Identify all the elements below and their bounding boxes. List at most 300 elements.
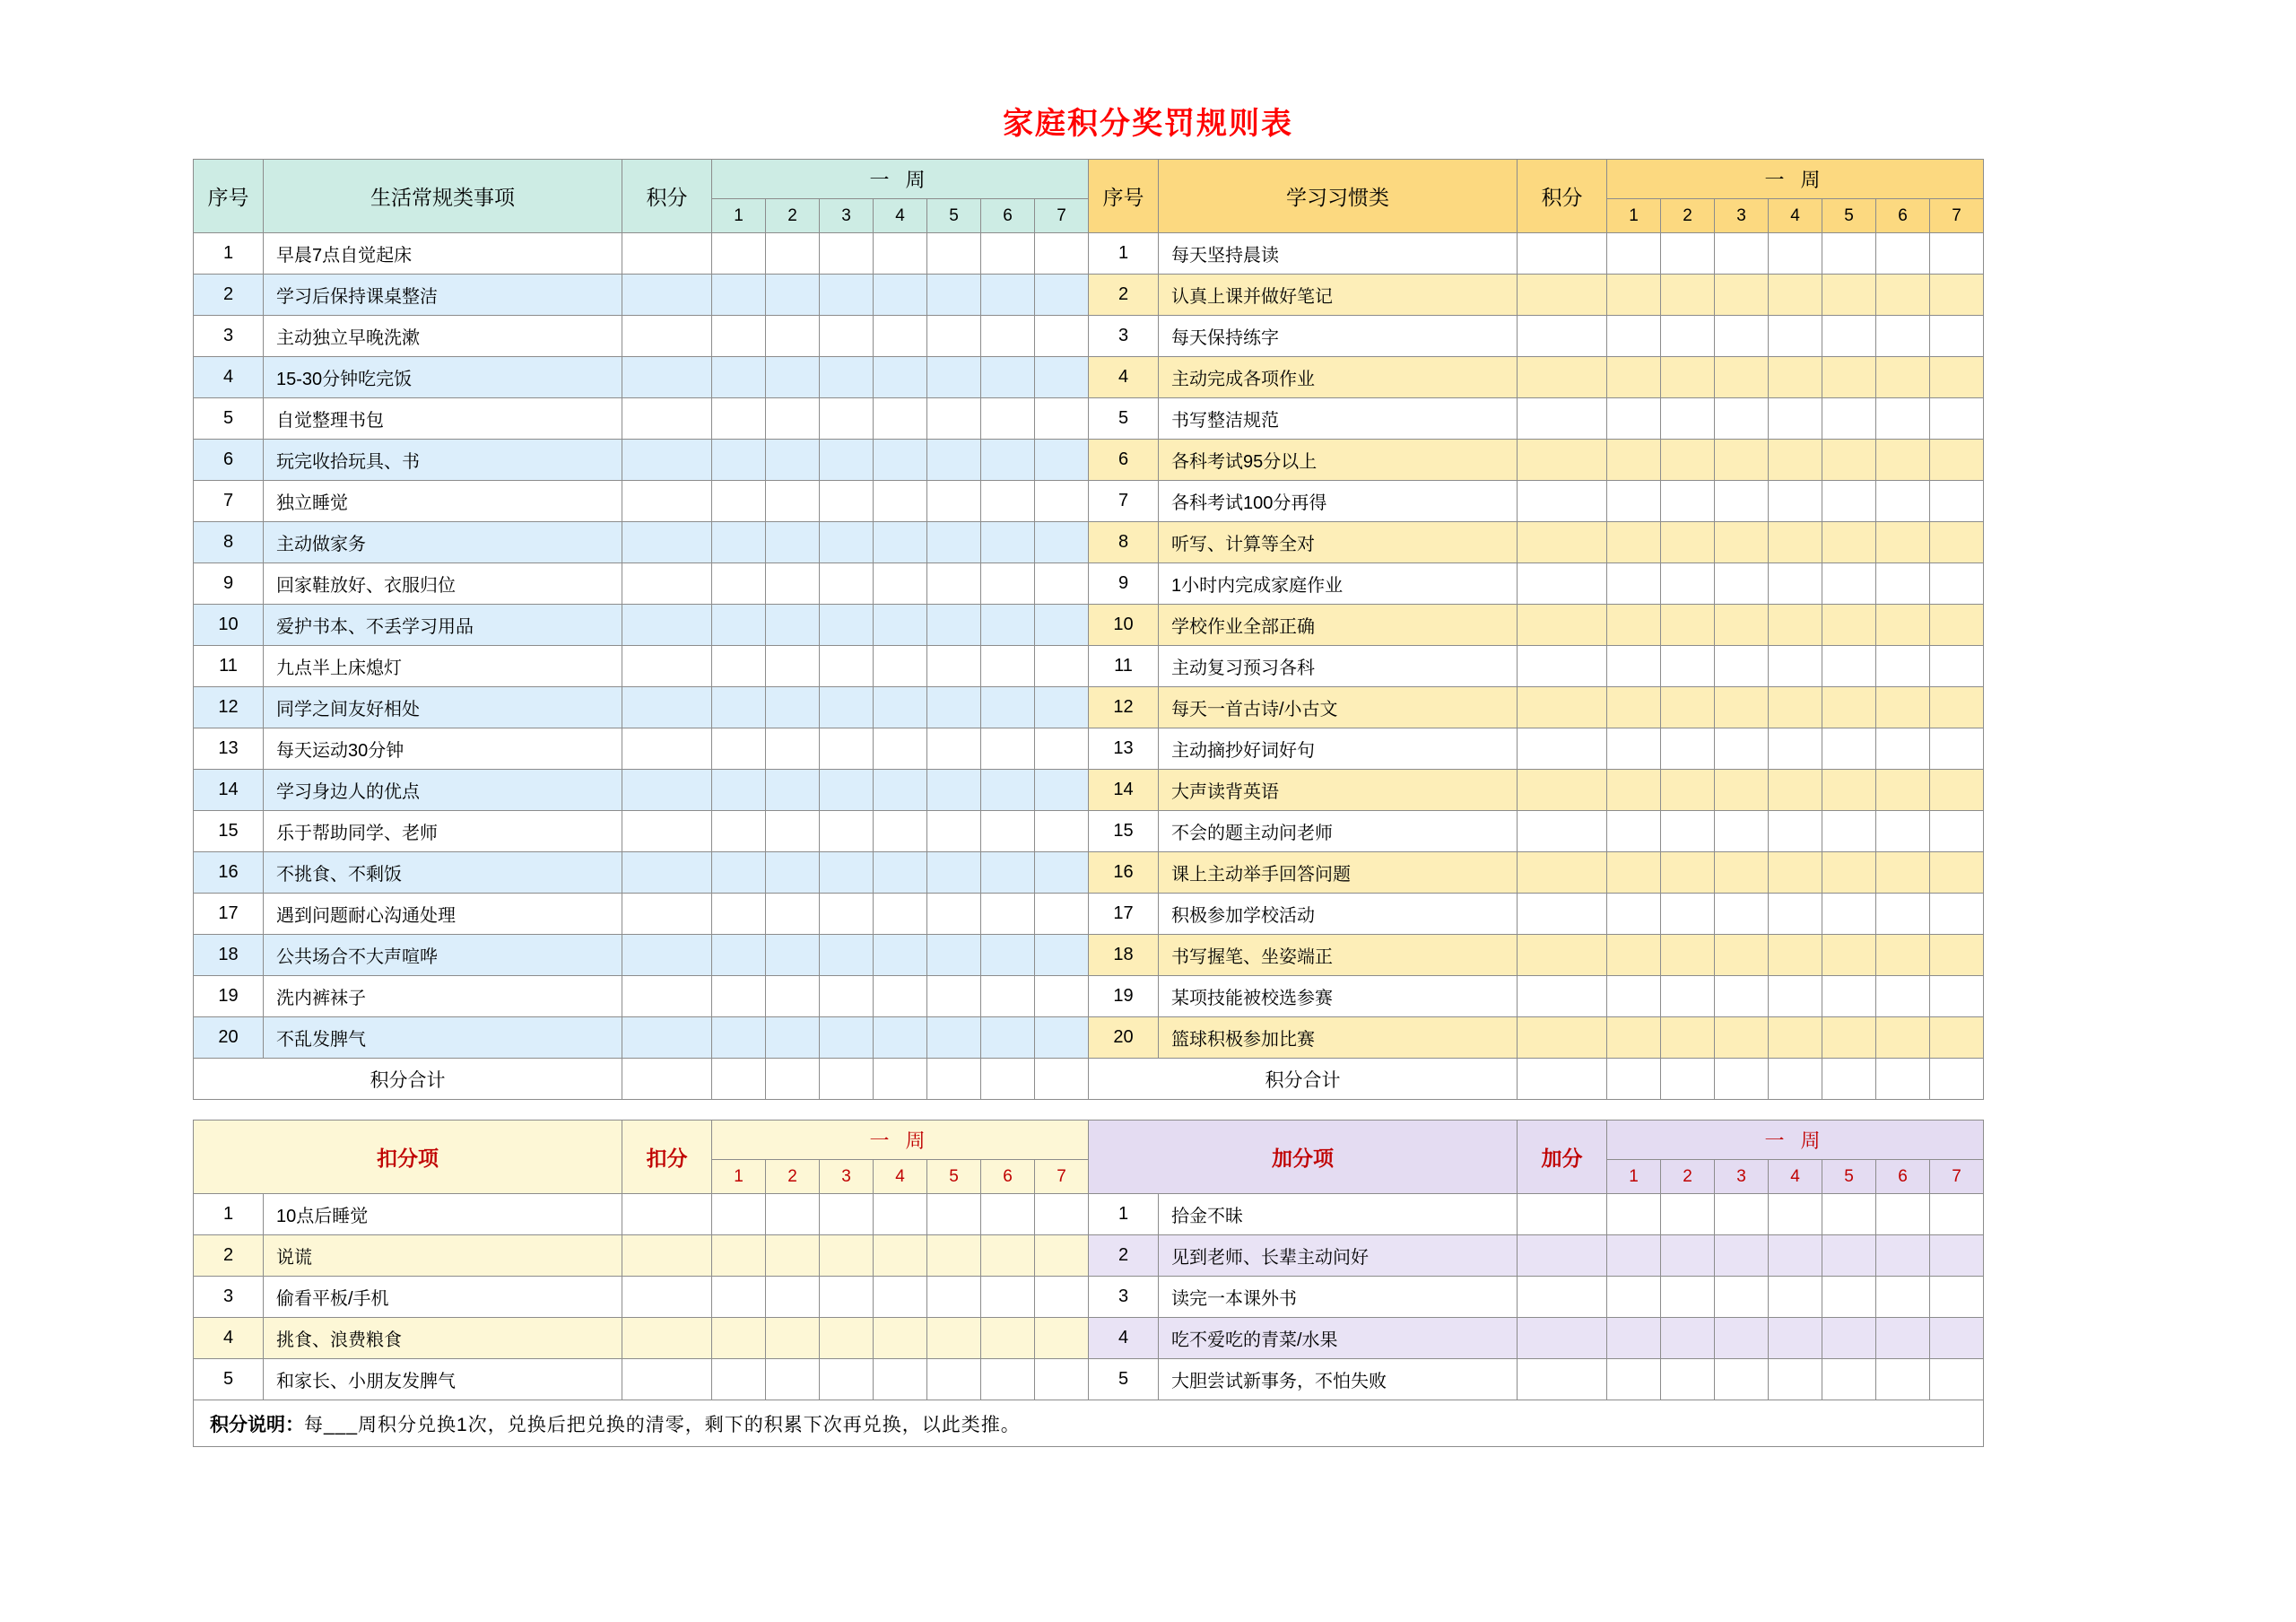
row-day-checkbox[interactable] xyxy=(1769,275,1822,316)
row-day-checkbox[interactable] xyxy=(820,894,874,935)
row-day-checkbox[interactable] xyxy=(1035,1277,1089,1318)
row-day-checkbox[interactable] xyxy=(820,728,874,770)
row-day-checkbox[interactable] xyxy=(766,233,820,275)
row-day-checkbox[interactable] xyxy=(1661,1318,1715,1359)
row-score-input[interactable] xyxy=(622,1318,712,1359)
row-day-checkbox[interactable] xyxy=(1715,852,1769,894)
row-day-checkbox[interactable] xyxy=(1876,935,1930,976)
row-day-checkbox[interactable] xyxy=(1661,1277,1715,1318)
row-day-checkbox[interactable] xyxy=(712,811,766,852)
row-day-checkbox[interactable] xyxy=(766,398,820,440)
row-day-checkbox[interactable] xyxy=(927,1359,981,1400)
row-day-checkbox[interactable] xyxy=(820,440,874,481)
row-day-checkbox[interactable] xyxy=(1607,894,1661,935)
row-day-checkbox[interactable] xyxy=(1822,1359,1876,1400)
row-day-checkbox[interactable] xyxy=(820,976,874,1017)
row-day-checkbox[interactable] xyxy=(1035,1318,1089,1359)
total-day-left[interactable] xyxy=(874,1059,927,1100)
row-day-checkbox[interactable] xyxy=(1930,275,1984,316)
row-day-checkbox[interactable] xyxy=(712,1235,766,1277)
row-day-checkbox[interactable] xyxy=(712,522,766,563)
row-day-checkbox[interactable] xyxy=(820,935,874,976)
row-day-checkbox[interactable] xyxy=(712,1318,766,1359)
row-day-checkbox[interactable] xyxy=(1769,398,1822,440)
row-day-checkbox[interactable] xyxy=(1607,852,1661,894)
row-day-checkbox[interactable] xyxy=(820,522,874,563)
row-day-checkbox[interactable] xyxy=(1661,852,1715,894)
row-day-checkbox[interactable] xyxy=(1661,398,1715,440)
row-day-checkbox[interactable] xyxy=(1930,316,1984,357)
row-score-input[interactable] xyxy=(1518,1318,1607,1359)
row-day-checkbox[interactable] xyxy=(1715,728,1769,770)
row-score-input[interactable] xyxy=(622,357,712,398)
total-day-left[interactable] xyxy=(1035,1059,1089,1100)
row-day-checkbox[interactable] xyxy=(712,563,766,605)
row-day-checkbox[interactable] xyxy=(874,275,927,316)
row-day-checkbox[interactable] xyxy=(1876,1359,1930,1400)
row-day-checkbox[interactable] xyxy=(1930,1359,1984,1400)
row-day-checkbox[interactable] xyxy=(1661,563,1715,605)
row-day-checkbox[interactable] xyxy=(1930,605,1984,646)
total-day-right[interactable] xyxy=(1607,1059,1661,1100)
row-day-checkbox[interactable] xyxy=(1715,1235,1769,1277)
row-day-checkbox[interactable] xyxy=(820,687,874,728)
row-day-checkbox[interactable] xyxy=(1930,935,1984,976)
total-score-left[interactable] xyxy=(622,1059,712,1100)
row-day-checkbox[interactable] xyxy=(712,1359,766,1400)
row-day-checkbox[interactable] xyxy=(1876,894,1930,935)
row-score-input[interactable] xyxy=(622,1017,712,1059)
row-day-checkbox[interactable] xyxy=(927,275,981,316)
row-day-checkbox[interactable] xyxy=(1715,563,1769,605)
row-score-input[interactable] xyxy=(1518,976,1607,1017)
row-day-checkbox[interactable] xyxy=(1035,811,1089,852)
row-day-checkbox[interactable] xyxy=(874,316,927,357)
row-day-checkbox[interactable] xyxy=(927,398,981,440)
row-day-checkbox[interactable] xyxy=(1930,728,1984,770)
row-day-checkbox[interactable] xyxy=(712,894,766,935)
row-day-checkbox[interactable] xyxy=(1876,1277,1930,1318)
row-day-checkbox[interactable] xyxy=(981,316,1035,357)
row-day-checkbox[interactable] xyxy=(1607,357,1661,398)
row-day-checkbox[interactable] xyxy=(981,1359,1035,1400)
total-day-right[interactable] xyxy=(1876,1059,1930,1100)
row-day-checkbox[interactable] xyxy=(766,440,820,481)
row-day-checkbox[interactable] xyxy=(1607,440,1661,481)
row-day-checkbox[interactable] xyxy=(1822,728,1876,770)
row-day-checkbox[interactable] xyxy=(1930,1318,1984,1359)
row-day-checkbox[interactable] xyxy=(820,275,874,316)
row-day-checkbox[interactable] xyxy=(1035,481,1089,522)
row-day-checkbox[interactable] xyxy=(1607,275,1661,316)
row-day-checkbox[interactable] xyxy=(1876,976,1930,1017)
row-day-checkbox[interactable] xyxy=(1035,770,1089,811)
row-day-checkbox[interactable] xyxy=(1661,357,1715,398)
row-day-checkbox[interactable] xyxy=(874,522,927,563)
row-day-checkbox[interactable] xyxy=(1769,522,1822,563)
row-day-checkbox[interactable] xyxy=(712,316,766,357)
row-day-checkbox[interactable] xyxy=(712,440,766,481)
row-day-checkbox[interactable] xyxy=(981,1194,1035,1235)
row-day-checkbox[interactable] xyxy=(1930,976,1984,1017)
row-day-checkbox[interactable] xyxy=(1930,1017,1984,1059)
total-day-left[interactable] xyxy=(820,1059,874,1100)
row-day-checkbox[interactable] xyxy=(927,976,981,1017)
row-day-checkbox[interactable] xyxy=(1930,563,1984,605)
row-day-checkbox[interactable] xyxy=(1876,522,1930,563)
row-day-checkbox[interactable] xyxy=(1661,440,1715,481)
row-score-input[interactable] xyxy=(1518,233,1607,275)
row-day-checkbox[interactable] xyxy=(1822,481,1876,522)
row-day-checkbox[interactable] xyxy=(1035,440,1089,481)
row-day-checkbox[interactable] xyxy=(1715,894,1769,935)
row-score-input[interactable] xyxy=(622,894,712,935)
row-score-input[interactable] xyxy=(1518,357,1607,398)
row-day-checkbox[interactable] xyxy=(1876,1235,1930,1277)
row-day-checkbox[interactable] xyxy=(1661,646,1715,687)
row-day-checkbox[interactable] xyxy=(1035,894,1089,935)
row-day-checkbox[interactable] xyxy=(874,440,927,481)
row-day-checkbox[interactable] xyxy=(820,646,874,687)
row-day-checkbox[interactable] xyxy=(1930,894,1984,935)
row-score-input[interactable] xyxy=(1518,563,1607,605)
row-day-checkbox[interactable] xyxy=(766,1235,820,1277)
row-day-checkbox[interactable] xyxy=(1715,1017,1769,1059)
row-day-checkbox[interactable] xyxy=(820,1359,874,1400)
row-day-checkbox[interactable] xyxy=(1876,811,1930,852)
row-day-checkbox[interactable] xyxy=(1035,1194,1089,1235)
row-day-checkbox[interactable] xyxy=(874,605,927,646)
row-day-checkbox[interactable] xyxy=(820,1017,874,1059)
row-day-checkbox[interactable] xyxy=(1607,605,1661,646)
row-day-checkbox[interactable] xyxy=(820,233,874,275)
row-day-checkbox[interactable] xyxy=(927,605,981,646)
row-day-checkbox[interactable] xyxy=(1661,976,1715,1017)
row-day-checkbox[interactable] xyxy=(1035,233,1089,275)
row-day-checkbox[interactable] xyxy=(927,935,981,976)
row-score-input[interactable] xyxy=(622,687,712,728)
row-score-input[interactable] xyxy=(622,1277,712,1318)
row-day-checkbox[interactable] xyxy=(927,811,981,852)
row-day-checkbox[interactable] xyxy=(981,440,1035,481)
row-day-checkbox[interactable] xyxy=(1822,894,1876,935)
row-day-checkbox[interactable] xyxy=(981,481,1035,522)
row-day-checkbox[interactable] xyxy=(1769,563,1822,605)
row-day-checkbox[interactable] xyxy=(1769,1359,1822,1400)
row-score-input[interactable] xyxy=(1518,522,1607,563)
row-day-checkbox[interactable] xyxy=(927,440,981,481)
row-score-input[interactable] xyxy=(1518,1359,1607,1400)
row-day-checkbox[interactable] xyxy=(1769,233,1822,275)
row-score-input[interactable] xyxy=(1518,1235,1607,1277)
row-day-checkbox[interactable] xyxy=(1769,935,1822,976)
row-day-checkbox[interactable] xyxy=(927,1017,981,1059)
row-day-checkbox[interactable] xyxy=(820,563,874,605)
row-day-checkbox[interactable] xyxy=(712,233,766,275)
row-day-checkbox[interactable] xyxy=(981,1235,1035,1277)
row-day-checkbox[interactable] xyxy=(981,811,1035,852)
row-day-checkbox[interactable] xyxy=(1822,852,1876,894)
row-day-checkbox[interactable] xyxy=(820,398,874,440)
total-day-left[interactable] xyxy=(981,1059,1035,1100)
row-day-checkbox[interactable] xyxy=(1876,770,1930,811)
row-day-checkbox[interactable] xyxy=(712,646,766,687)
row-day-checkbox[interactable] xyxy=(1607,1318,1661,1359)
row-day-checkbox[interactable] xyxy=(1035,1235,1089,1277)
row-day-checkbox[interactable] xyxy=(927,1194,981,1235)
row-day-checkbox[interactable] xyxy=(927,357,981,398)
row-day-checkbox[interactable] xyxy=(1822,522,1876,563)
row-day-checkbox[interactable] xyxy=(1715,1277,1769,1318)
total-day-right[interactable] xyxy=(1769,1059,1822,1100)
row-day-checkbox[interactable] xyxy=(766,605,820,646)
row-day-checkbox[interactable] xyxy=(981,770,1035,811)
row-day-checkbox[interactable] xyxy=(820,481,874,522)
row-day-checkbox[interactable] xyxy=(874,1194,927,1235)
row-day-checkbox[interactable] xyxy=(927,687,981,728)
row-day-checkbox[interactable] xyxy=(1715,1318,1769,1359)
row-day-checkbox[interactable] xyxy=(1715,440,1769,481)
row-day-checkbox[interactable] xyxy=(1769,481,1822,522)
row-day-checkbox[interactable] xyxy=(1930,481,1984,522)
row-day-checkbox[interactable] xyxy=(1876,357,1930,398)
row-day-checkbox[interactable] xyxy=(712,976,766,1017)
row-day-checkbox[interactable] xyxy=(766,935,820,976)
row-day-checkbox[interactable] xyxy=(927,1235,981,1277)
row-score-input[interactable] xyxy=(1518,398,1607,440)
row-day-checkbox[interactable] xyxy=(1715,233,1769,275)
row-score-input[interactable] xyxy=(622,481,712,522)
row-day-checkbox[interactable] xyxy=(1661,1194,1715,1235)
row-day-checkbox[interactable] xyxy=(1661,894,1715,935)
row-day-checkbox[interactable] xyxy=(1715,1359,1769,1400)
row-day-checkbox[interactable] xyxy=(1035,687,1089,728)
row-day-checkbox[interactable] xyxy=(1769,687,1822,728)
row-day-checkbox[interactable] xyxy=(1876,398,1930,440)
row-day-checkbox[interactable] xyxy=(1876,687,1930,728)
row-day-checkbox[interactable] xyxy=(766,481,820,522)
row-score-input[interactable] xyxy=(1518,894,1607,935)
row-day-checkbox[interactable] xyxy=(1035,728,1089,770)
total-day-right[interactable] xyxy=(1661,1059,1715,1100)
row-day-checkbox[interactable] xyxy=(1822,687,1876,728)
row-day-checkbox[interactable] xyxy=(1769,357,1822,398)
row-day-checkbox[interactable] xyxy=(1607,563,1661,605)
row-day-checkbox[interactable] xyxy=(874,687,927,728)
row-day-checkbox[interactable] xyxy=(1876,233,1930,275)
row-day-checkbox[interactable] xyxy=(766,1277,820,1318)
row-day-checkbox[interactable] xyxy=(1769,440,1822,481)
row-day-checkbox[interactable] xyxy=(766,522,820,563)
row-score-input[interactable] xyxy=(1518,728,1607,770)
row-day-checkbox[interactable] xyxy=(766,275,820,316)
row-day-checkbox[interactable] xyxy=(981,605,1035,646)
row-day-checkbox[interactable] xyxy=(1607,1235,1661,1277)
row-day-checkbox[interactable] xyxy=(1822,811,1876,852)
row-score-input[interactable] xyxy=(622,1194,712,1235)
row-day-checkbox[interactable] xyxy=(874,357,927,398)
row-day-checkbox[interactable] xyxy=(874,811,927,852)
row-day-checkbox[interactable] xyxy=(1607,233,1661,275)
row-day-checkbox[interactable] xyxy=(1822,316,1876,357)
row-day-checkbox[interactable] xyxy=(1661,316,1715,357)
row-day-checkbox[interactable] xyxy=(1035,976,1089,1017)
row-day-checkbox[interactable] xyxy=(981,357,1035,398)
row-score-input[interactable] xyxy=(1518,1017,1607,1059)
row-day-checkbox[interactable] xyxy=(1715,316,1769,357)
row-score-input[interactable] xyxy=(622,316,712,357)
row-day-checkbox[interactable] xyxy=(1822,398,1876,440)
row-score-input[interactable] xyxy=(622,935,712,976)
row-day-checkbox[interactable] xyxy=(1715,481,1769,522)
row-score-input[interactable] xyxy=(1518,1277,1607,1318)
row-day-checkbox[interactable] xyxy=(1035,852,1089,894)
row-day-checkbox[interactable] xyxy=(981,275,1035,316)
row-day-checkbox[interactable] xyxy=(766,811,820,852)
row-day-checkbox[interactable] xyxy=(874,1318,927,1359)
row-day-checkbox[interactable] xyxy=(820,1277,874,1318)
row-day-checkbox[interactable] xyxy=(766,976,820,1017)
row-day-checkbox[interactable] xyxy=(1661,811,1715,852)
row-day-checkbox[interactable] xyxy=(1607,646,1661,687)
row-score-input[interactable] xyxy=(622,852,712,894)
row-day-checkbox[interactable] xyxy=(1769,605,1822,646)
row-day-checkbox[interactable] xyxy=(927,316,981,357)
row-day-checkbox[interactable] xyxy=(1769,1277,1822,1318)
row-day-checkbox[interactable] xyxy=(1715,811,1769,852)
row-score-input[interactable] xyxy=(1518,852,1607,894)
row-day-checkbox[interactable] xyxy=(712,935,766,976)
row-day-checkbox[interactable] xyxy=(766,1194,820,1235)
row-day-checkbox[interactable] xyxy=(1822,440,1876,481)
row-day-checkbox[interactable] xyxy=(981,398,1035,440)
row-day-checkbox[interactable] xyxy=(1822,1194,1876,1235)
row-day-checkbox[interactable] xyxy=(1822,563,1876,605)
row-day-checkbox[interactable] xyxy=(1876,852,1930,894)
row-day-checkbox[interactable] xyxy=(766,646,820,687)
row-score-input[interactable] xyxy=(622,1235,712,1277)
row-day-checkbox[interactable] xyxy=(766,1359,820,1400)
row-day-checkbox[interactable] xyxy=(820,357,874,398)
row-score-input[interactable] xyxy=(1518,646,1607,687)
row-day-checkbox[interactable] xyxy=(766,1017,820,1059)
row-day-checkbox[interactable] xyxy=(874,398,927,440)
row-day-checkbox[interactable] xyxy=(766,687,820,728)
row-day-checkbox[interactable] xyxy=(1822,1017,1876,1059)
row-day-checkbox[interactable] xyxy=(927,522,981,563)
row-day-checkbox[interactable] xyxy=(1822,646,1876,687)
row-day-checkbox[interactable] xyxy=(927,1277,981,1318)
row-day-checkbox[interactable] xyxy=(1930,1277,1984,1318)
row-day-checkbox[interactable] xyxy=(981,563,1035,605)
row-day-checkbox[interactable] xyxy=(927,563,981,605)
row-day-checkbox[interactable] xyxy=(927,233,981,275)
row-day-checkbox[interactable] xyxy=(712,481,766,522)
row-day-checkbox[interactable] xyxy=(1661,1017,1715,1059)
row-day-checkbox[interactable] xyxy=(1769,316,1822,357)
row-day-checkbox[interactable] xyxy=(874,935,927,976)
row-day-checkbox[interactable] xyxy=(1035,935,1089,976)
row-day-checkbox[interactable] xyxy=(1607,1194,1661,1235)
row-day-checkbox[interactable] xyxy=(1769,728,1822,770)
row-day-checkbox[interactable] xyxy=(1715,935,1769,976)
row-day-checkbox[interactable] xyxy=(1715,357,1769,398)
row-day-checkbox[interactable] xyxy=(1822,1235,1876,1277)
row-day-checkbox[interactable] xyxy=(1715,646,1769,687)
row-day-checkbox[interactable] xyxy=(1822,233,1876,275)
row-day-checkbox[interactable] xyxy=(1607,935,1661,976)
row-day-checkbox[interactable] xyxy=(1876,563,1930,605)
row-day-checkbox[interactable] xyxy=(820,605,874,646)
row-day-checkbox[interactable] xyxy=(766,316,820,357)
row-day-checkbox[interactable] xyxy=(874,1017,927,1059)
row-score-input[interactable] xyxy=(622,275,712,316)
row-day-checkbox[interactable] xyxy=(1930,770,1984,811)
row-score-input[interactable] xyxy=(1518,811,1607,852)
row-day-checkbox[interactable] xyxy=(874,563,927,605)
row-day-checkbox[interactable] xyxy=(712,275,766,316)
row-day-checkbox[interactable] xyxy=(766,770,820,811)
row-day-checkbox[interactable] xyxy=(874,1359,927,1400)
row-day-checkbox[interactable] xyxy=(820,316,874,357)
row-day-checkbox[interactable] xyxy=(1607,1277,1661,1318)
row-day-checkbox[interactable] xyxy=(1607,811,1661,852)
row-day-checkbox[interactable] xyxy=(1876,1318,1930,1359)
row-day-checkbox[interactable] xyxy=(1822,976,1876,1017)
row-day-checkbox[interactable] xyxy=(1930,440,1984,481)
row-day-checkbox[interactable] xyxy=(766,852,820,894)
row-day-checkbox[interactable] xyxy=(1715,976,1769,1017)
row-day-checkbox[interactable] xyxy=(981,687,1035,728)
row-day-checkbox[interactable] xyxy=(1822,935,1876,976)
row-score-input[interactable] xyxy=(1518,687,1607,728)
row-day-checkbox[interactable] xyxy=(1876,1017,1930,1059)
row-day-checkbox[interactable] xyxy=(820,770,874,811)
row-day-checkbox[interactable] xyxy=(1930,687,1984,728)
row-day-checkbox[interactable] xyxy=(981,935,1035,976)
row-day-checkbox[interactable] xyxy=(1607,687,1661,728)
row-day-checkbox[interactable] xyxy=(712,1277,766,1318)
row-score-input[interactable] xyxy=(1518,481,1607,522)
row-day-checkbox[interactable] xyxy=(1876,728,1930,770)
total-day-right[interactable] xyxy=(1715,1059,1769,1100)
row-day-checkbox[interactable] xyxy=(927,728,981,770)
row-day-checkbox[interactable] xyxy=(874,728,927,770)
row-score-input[interactable] xyxy=(622,770,712,811)
row-day-checkbox[interactable] xyxy=(1035,1017,1089,1059)
row-day-checkbox[interactable] xyxy=(820,1194,874,1235)
row-day-checkbox[interactable] xyxy=(874,233,927,275)
row-day-checkbox[interactable] xyxy=(1930,852,1984,894)
row-score-input[interactable] xyxy=(1518,1194,1607,1235)
row-day-checkbox[interactable] xyxy=(1715,687,1769,728)
row-day-checkbox[interactable] xyxy=(1769,894,1822,935)
row-score-input[interactable] xyxy=(1518,316,1607,357)
row-day-checkbox[interactable] xyxy=(1035,357,1089,398)
row-day-checkbox[interactable] xyxy=(1876,605,1930,646)
row-day-checkbox[interactable] xyxy=(1930,233,1984,275)
row-day-checkbox[interactable] xyxy=(1607,1359,1661,1400)
row-day-checkbox[interactable] xyxy=(1715,522,1769,563)
row-score-input[interactable] xyxy=(1518,770,1607,811)
row-score-input[interactable] xyxy=(622,605,712,646)
row-day-checkbox[interactable] xyxy=(1661,481,1715,522)
row-day-checkbox[interactable] xyxy=(1930,522,1984,563)
row-day-checkbox[interactable] xyxy=(1822,770,1876,811)
row-day-checkbox[interactable] xyxy=(981,728,1035,770)
row-day-checkbox[interactable] xyxy=(1822,605,1876,646)
row-day-checkbox[interactable] xyxy=(1607,976,1661,1017)
